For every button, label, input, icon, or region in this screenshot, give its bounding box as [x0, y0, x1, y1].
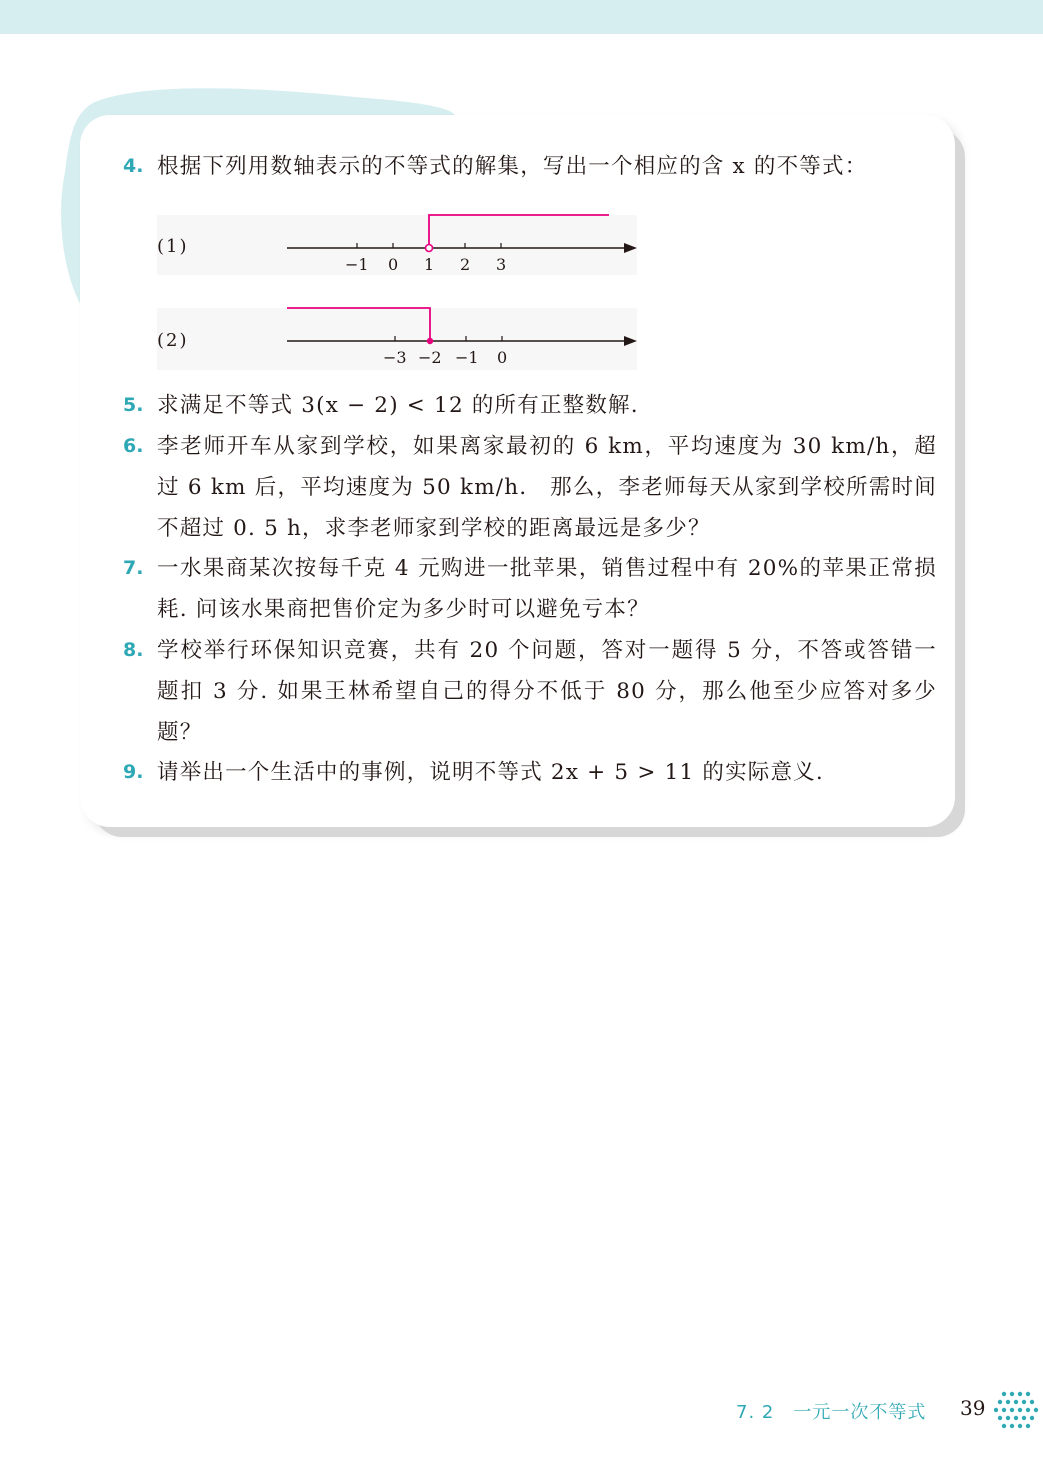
question-number: 7.	[123, 557, 144, 579]
open-point	[426, 245, 433, 252]
question-text: 李老师开车从家到学校，如果离家最初的 6 km，平均速度为 30 km/h，超过 6 km 后，平均速度为 50 km/h． 那么，李老师每天从家到学校所需时间不超过 0. 5 h，求李老师家到学校的距离最远是多少？	[157, 434, 937, 541]
tick-label: −1	[455, 348, 479, 367]
question-number: 8.	[123, 639, 144, 661]
closed-point	[427, 338, 433, 344]
question-text: 求满足不等式 3(x − 2) < 12 的所有正整数解.	[157, 393, 639, 418]
question-number: 4.	[123, 155, 144, 177]
tick-label: −1	[345, 255, 369, 274]
sub-label-2: (2)	[157, 330, 189, 351]
tick-label: 0	[388, 255, 399, 274]
page-number: 39	[960, 1396, 986, 1420]
dot-grid-icon	[994, 1390, 1040, 1430]
footer-section-title: 7. 2 一元一次不等式	[736, 1402, 927, 1423]
question-number: 6.	[123, 435, 144, 457]
tick-label: 2	[460, 255, 471, 274]
sub-label-1: (1)	[157, 236, 189, 257]
question-text: 学校举行环保知识竞赛，共有 20 个问题，答对一题得 5 分，不答或答错一题扣 3 分. 如果王林希望自己的得分不低于 80 分，那么他至少应答对多少题？	[157, 638, 937, 745]
solution-ray-right	[429, 215, 609, 248]
question-text: 请举出一个生活中的事例，说明不等式 2x + 5 > 11 的实际意义.	[157, 760, 824, 785]
tick-label: 0	[497, 348, 508, 367]
tick-label: −2	[418, 348, 442, 367]
question-number: 9.	[123, 761, 144, 783]
question-text: 一水果商某次按每千克 4 元购进一批苹果，销售过程中有 20%的苹果正常损耗. 问该水果商把售价定为多少时可以避免亏本？	[157, 556, 937, 622]
axis-arrow	[624, 243, 637, 253]
question-text: 根据下列用数轴表示的不等式的解集，写出一个相应的含 x 的不等式：	[157, 154, 868, 179]
tick-label: 1	[424, 255, 435, 274]
tick-label: −3	[383, 348, 407, 367]
tick-label: 3	[496, 255, 507, 274]
question-number: 5.	[123, 394, 144, 416]
